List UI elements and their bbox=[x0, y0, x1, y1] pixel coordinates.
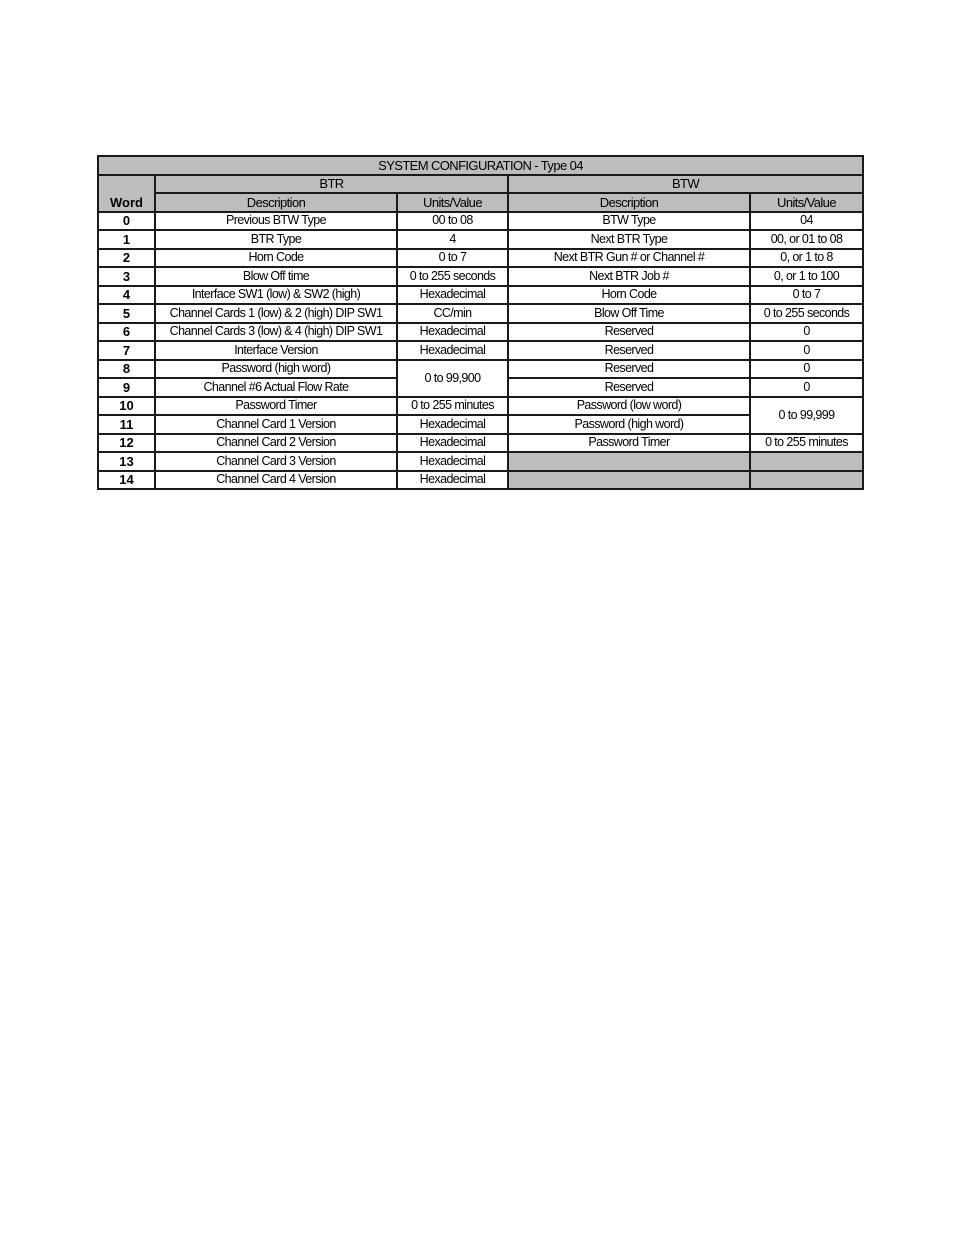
table-row bbox=[98, 471, 863, 490]
btw-empty-cell bbox=[750, 471, 863, 490]
btw-empty-cell bbox=[508, 452, 750, 471]
btw-description-cell: Next BTR Gun # or Channel # bbox=[508, 249, 750, 268]
btr-description-cell: Interface Version bbox=[155, 341, 397, 360]
btr-description-cell: Previous BTW Type bbox=[155, 212, 397, 231]
table-row bbox=[98, 230, 863, 249]
btw-units-cell: 00, or 01 to 08 bbox=[750, 230, 863, 249]
btr-units-cell: 4 bbox=[397, 230, 508, 249]
btr-units-cell: Hexadecimal bbox=[397, 415, 508, 434]
btw-description-cell: Password Timer bbox=[508, 434, 750, 453]
btr-description-cell: Password (high word) bbox=[155, 360, 397, 379]
btw-description-header: Description bbox=[508, 193, 750, 212]
btw-empty-cell bbox=[750, 452, 863, 471]
table-row bbox=[98, 452, 863, 471]
btr-units-cell: Hexadecimal bbox=[397, 434, 508, 453]
word-cell: 12 bbox=[98, 434, 155, 453]
btr-units-cell: Hexadecimal bbox=[397, 286, 508, 305]
btw-description-cell: Reserved bbox=[508, 360, 750, 379]
btr-units-cell: 0 to 7 bbox=[397, 249, 508, 268]
btw-units-cell: 0, or 1 to 100 bbox=[750, 267, 863, 286]
btr-description-cell: Password Timer bbox=[155, 397, 397, 416]
btw-description-cell: Reserved bbox=[508, 323, 750, 342]
table-row bbox=[98, 434, 863, 453]
btw-units-cell: 0 bbox=[750, 360, 863, 379]
word-cell: 9 bbox=[98, 378, 155, 397]
table-row bbox=[98, 397, 863, 416]
word-cell: 5 bbox=[98, 304, 155, 323]
word-cell: 4 bbox=[98, 286, 155, 305]
btw-units-cell: 0, or 1 to 8 bbox=[750, 249, 863, 268]
table-title-row bbox=[98, 156, 863, 175]
word-cell: 2 bbox=[98, 249, 155, 268]
table-row bbox=[98, 212, 863, 231]
table-title: SYSTEM CONFIGURATION - Type 04 bbox=[98, 156, 863, 175]
btw-empty-cell bbox=[508, 471, 750, 490]
btw-description-cell: Reserved bbox=[508, 378, 750, 397]
btr-units-cell: 00 to 08 bbox=[397, 212, 508, 231]
table-row bbox=[98, 360, 863, 379]
btw-units-cell: 0 to 255 minutes bbox=[750, 434, 863, 453]
btr-units-cell: Hexadecimal bbox=[397, 323, 508, 342]
table-row bbox=[98, 249, 863, 268]
table-row bbox=[98, 304, 863, 323]
word-cell: 11 bbox=[98, 415, 155, 434]
btw-units-cell: 0 to 7 bbox=[750, 286, 863, 305]
btr-units-cell: Hexadecimal bbox=[397, 452, 508, 471]
btw-units-cell: 0 bbox=[750, 378, 863, 397]
btr-group-header: BTR bbox=[155, 175, 508, 194]
btw-description-cell: Password (high word) bbox=[508, 415, 750, 434]
column-header-row bbox=[98, 193, 863, 212]
word-column-header: Word bbox=[98, 175, 155, 212]
word-cell: 8 bbox=[98, 360, 155, 379]
table-row bbox=[98, 267, 863, 286]
btr-description-cell: Channel Card 3 Version bbox=[155, 452, 397, 471]
btr-description-cell: Horn Code bbox=[155, 249, 397, 268]
table-row bbox=[98, 286, 863, 305]
btw-description-cell: Password (low word) bbox=[508, 397, 750, 416]
btr-units-cell: 0 to 255 seconds bbox=[397, 267, 508, 286]
word-cell: 0 bbox=[98, 212, 155, 231]
btr-description-header: Description bbox=[155, 193, 397, 212]
btr-units-header: Units/Value bbox=[397, 193, 508, 212]
table-row bbox=[98, 341, 863, 360]
btw-description-cell: Reserved bbox=[508, 341, 750, 360]
btr-description-cell: Channel Card 2 Version bbox=[155, 434, 397, 453]
btw-units-cell: 0 bbox=[750, 323, 863, 342]
word-cell: 7 bbox=[98, 341, 155, 360]
word-cell: 10 bbox=[98, 397, 155, 416]
word-cell: 6 bbox=[98, 323, 155, 342]
btw-description-cell: BTW Type bbox=[508, 212, 750, 231]
btr-description-cell: Interface SW1 (low) & SW2 (high) bbox=[155, 286, 397, 305]
btw-units-cell: 04 bbox=[750, 212, 863, 231]
btw-description-cell: Next BTR Type bbox=[508, 230, 750, 249]
group-header-row bbox=[98, 175, 863, 194]
table-row bbox=[98, 323, 863, 342]
word-cell: 3 bbox=[98, 267, 155, 286]
btw-units-cell: 0 to 99,999 bbox=[750, 397, 863, 434]
btw-description-cell: Next BTR Job # bbox=[508, 267, 750, 286]
btr-description-cell: BTR Type bbox=[155, 230, 397, 249]
btr-units-cell: 0 to 99,900 bbox=[397, 360, 508, 397]
btr-description-cell: Channel #6 Actual Flow Rate bbox=[155, 378, 397, 397]
btr-description-cell: Blow Off time bbox=[155, 267, 397, 286]
btr-description-cell: Channel Cards 1 (low) & 2 (high) DIP SW1 bbox=[155, 304, 397, 323]
btr-units-cell: Hexadecimal bbox=[397, 471, 508, 490]
word-cell: 13 bbox=[98, 452, 155, 471]
btr-description-cell: Channel Cards 3 (low) & 4 (high) DIP SW1 bbox=[155, 323, 397, 342]
btw-group-header: BTW bbox=[508, 175, 863, 194]
btr-units-cell: Hexadecimal bbox=[397, 341, 508, 360]
btr-units-cell: CC/min bbox=[397, 304, 508, 323]
btw-units-cell: 0 to 255 seconds bbox=[750, 304, 863, 323]
btw-description-cell: Blow Off Time bbox=[508, 304, 750, 323]
word-cell: 1 bbox=[98, 230, 155, 249]
btw-description-cell: Horn Code bbox=[508, 286, 750, 305]
table-row bbox=[98, 415, 863, 434]
btw-units-header: Units/Value bbox=[750, 193, 863, 212]
word-cell: 14 bbox=[98, 471, 155, 490]
btw-units-cell: 0 bbox=[750, 341, 863, 360]
btr-units-cell: 0 to 255 minutes bbox=[397, 397, 508, 416]
btr-description-cell: Channel Card 4 Version bbox=[155, 471, 397, 490]
btr-description-cell: Channel Card 1 Version bbox=[155, 415, 397, 434]
system-configuration-table bbox=[97, 155, 864, 490]
